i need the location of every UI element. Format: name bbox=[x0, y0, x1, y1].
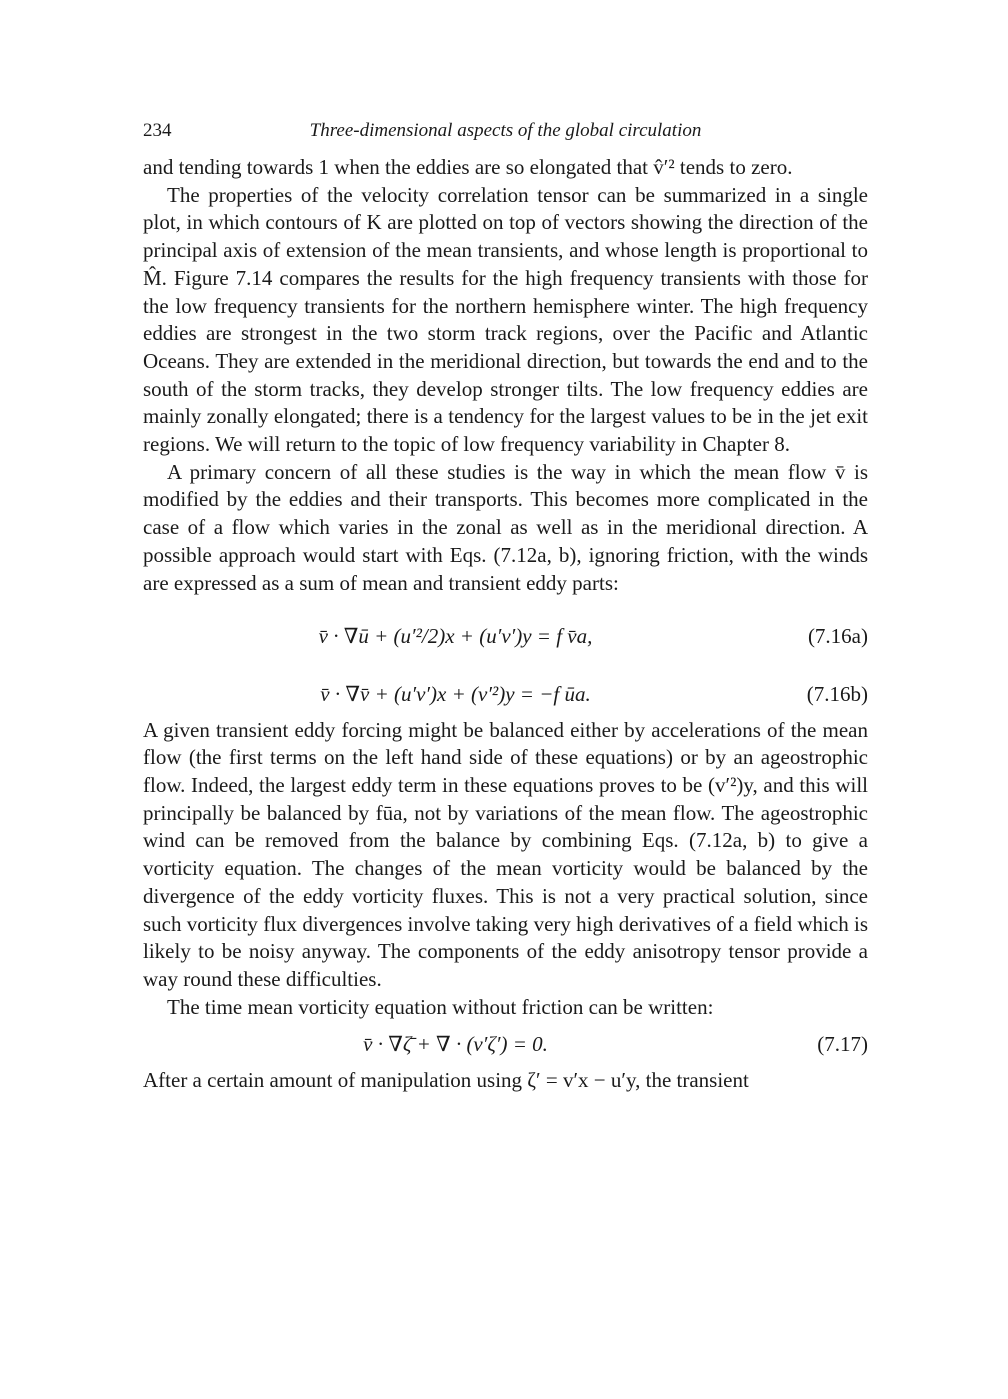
equation-number: (7.17) bbox=[817, 1032, 868, 1057]
equation-body: v̄ · ∇v̄ + (u′v′)x + (v′²)y = −f ūa. bbox=[320, 681, 591, 706]
page-number: 234 bbox=[143, 120, 172, 141]
paragraph-manipulation: After a certain amount of manipulation using ζ′ = v′x − u′y, the transient bbox=[143, 1068, 749, 1093]
paragraph-vorticity-intro: The time mean vorticity equation without friction can be written: bbox=[167, 994, 714, 1019]
paragraph-eddy-forcing: A given transient eddy forcing might be balanced either by accelerations of the mean flow (the first terms on the left hand side of these equations) or by an ageostrophic flow. Indeed, the largest eddy term in these equations proves to be (v′²)y, and this will principally be balanced by fūa, not by variations of the mean flow. The ageostrophic wind can be removed from the balance by combining Eqs. (7.12a, b) to give a vorticity equation. The changes of the mean vorticity would be balanced by the divergence of the eddy vorticity fluxes. This is not a very practical solution, since such vorticity flux divergences involve taking very high derivatives of a field which is likely to be noisy anyway. The components of the eddy anisotropy tensor provide a way round these difficulties. bbox=[143, 717, 868, 991]
paragraph-velocity-correlation: The properties of the velocity correlation tensor can be summarized in a single plot, in which contours of K are plotted on top of vectors showing the direction of the principal axis of extension of the mean transients, and whose length is proportional to M̂. Figure 7.14 compares the results for the high frequency transients with those for the low frequency transients for the northern hemisphere winter. The high frequency eddies are strongest in the two storm track regions, over the Pacific and Atlantic Oceans. They are extended in the meridional direction, but towards the end and to the south of the storm tracks, they develop stronger tilts. The low frequency eddies are mainly zonally elongated; there is a tendency for the largest values to be in the jet exit regions. We will return to the topic of low frequency variability in Chapter 8. bbox=[143, 182, 868, 457]
equation-number: (7.16a) bbox=[807, 624, 868, 649]
equation-7-17 bbox=[143, 1031, 868, 1059]
page bbox=[143, 120, 868, 1095]
equation-7-16b bbox=[143, 681, 868, 709]
paragraph-continuation: and tending towards 1 when the eddies are so elongated that v̂′² tends to zero. bbox=[143, 155, 793, 179]
running-title: Three-dimensional aspects of the global circulation bbox=[309, 120, 702, 141]
equation-body: v̄ · ∇ū + (u′²/2)x + (u′v′)y = f v̄a, bbox=[318, 624, 593, 649]
equation-7-16a bbox=[143, 623, 868, 651]
paragraph-mean-flow: A primary concern of all these studies is the way in which the mean flow v̄ is modified by the eddies and their transports. This becomes more complicated in the case of a flow which varies in the zonal as well as in the meridional direction. A possible approach would start with Eqs. (7.12a, b), ignoring friction, with the winds are expressed as a sum of mean and transient eddy parts: bbox=[143, 459, 868, 595]
running-head bbox=[143, 120, 868, 154]
equation-number: (7.16b) bbox=[806, 681, 868, 706]
equation-body: v̄ · ∇ζ̄ + ∇ · (v′ζ′) = 0. bbox=[363, 1032, 548, 1057]
